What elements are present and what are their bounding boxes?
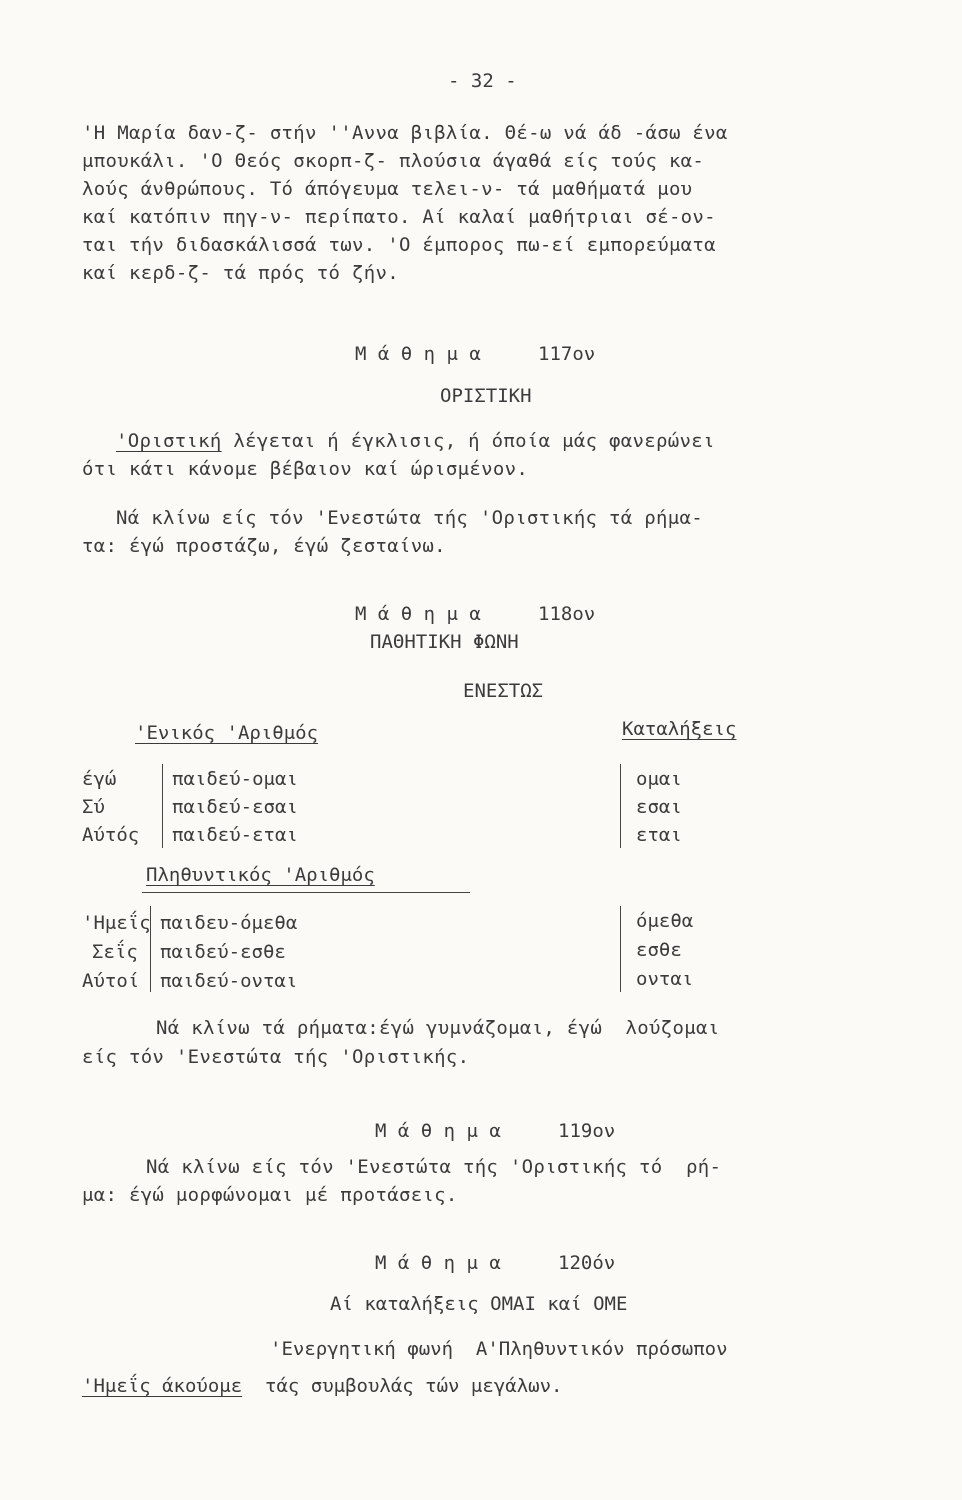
- pronoun: Αύτός: [82, 824, 140, 846]
- intro-line: καί κερδ-ζ- τά πρός τό ζήν.: [82, 262, 399, 284]
- table-divider: [162, 764, 163, 848]
- lesson-heading: Μ ά θ η μ α 118ον: [355, 603, 596, 625]
- exercise-line: είς τόν 'Ενεστώτα τής 'Οριστικής.: [82, 1046, 470, 1068]
- ending: εσθε: [636, 939, 682, 961]
- ending: εσαι: [636, 796, 682, 818]
- example-term: 'Ημεΐς άκούομε: [82, 1375, 243, 1397]
- lesson-heading: Μ ά θ η μ α 119ον: [375, 1120, 616, 1142]
- verb-form: παιδεύ-ομαι: [172, 768, 298, 790]
- table-divider: [620, 764, 621, 848]
- definition-text: λέγεται ή έγκλισις, ή όποία μάς φανερώνει: [221, 430, 715, 452]
- plural-rule: [142, 892, 470, 893]
- pronoun: έγώ: [82, 768, 117, 790]
- endings-label: Καταλήξεις: [622, 718, 737, 740]
- lesson-heading: Μ ά θ η μ α 117ον: [355, 343, 596, 365]
- ending: ομαι: [636, 768, 682, 790]
- section-title: Αί καταλήξεις ΟΜΑΙ καί ΟΜΕ: [330, 1293, 628, 1315]
- definition-line: [116, 430, 715, 452]
- section-title: ΟΡΙΣΤΙΚΗ: [440, 385, 532, 407]
- ending: ονται: [636, 968, 694, 990]
- pronoun: Σύ: [82, 796, 105, 818]
- pronoun: Αύτοί: [82, 970, 140, 992]
- pronoun: Σεΐς: [92, 941, 138, 963]
- section-title: ΠΑΘΗΤΙΚΗ ΦΩΝΗ: [370, 631, 519, 653]
- pronoun: 'Ημεΐς: [82, 912, 151, 934]
- intro-line: μπουκάλι. 'Ο Θεός σκορπ-ζ- πλούσια άγαθά είς τούς κα-: [82, 150, 705, 172]
- exercise-line: Νά κλίνω είς τόν 'Ενεστώτα τής 'Οριστικής τά ρήμα-: [116, 507, 703, 529]
- verb-form: παιδεύ-εσθε: [160, 941, 286, 963]
- verb-form: παιδεύ-ονται: [160, 970, 298, 992]
- plural-label: Πληθυντικός 'Αριθμός: [146, 864, 375, 886]
- example-line: [82, 1375, 562, 1397]
- intro-line: λούς άνθρώπους. Τό άπόγευμα τελει-ν- τά μαθήματά μου: [82, 178, 693, 200]
- example-line: 'Ενεργητική φωνή Α'Πληθυντικόν πρόσωπον: [270, 1338, 728, 1360]
- exercise-line: Νά κλίνω είς τόν 'Ενεστώτα τής 'Οριστικής τό ρή-: [146, 1156, 722, 1178]
- intro-line: καί κατόπιν πηγ-ν- περίπατο. Αί καλαί μαθήτριαι σέ-ον-: [82, 206, 716, 228]
- defined-term: 'Οριστική: [116, 430, 222, 452]
- intro-line: ται τήν διδασκάλισσά των. 'Ο έμπορος πω-εί εμπορεύματα: [82, 234, 716, 256]
- ending: όμεθα: [636, 910, 694, 932]
- example-text: τάς συμβουλάς τών μεγάλων.: [242, 1375, 563, 1397]
- exercise-line: μα: έγώ μορφώνομαι μέ προτάσεις.: [82, 1184, 458, 1206]
- definition-line-2: ότι κάτι κάνομε βέβαιον καί ώρισμένον.: [82, 458, 529, 480]
- verb-form: παιδευ-όμεθα: [160, 912, 298, 934]
- verb-form: παιδεύ-εσαι: [172, 796, 298, 818]
- section-subtitle: ΕΝΕΣΤΩΣ: [463, 680, 544, 702]
- exercise-line: Νά κλίνω τά ρήματα:έγώ γυμνάζομαι, έγώ λούζομαι: [156, 1017, 720, 1039]
- table-divider: [620, 906, 621, 992]
- verb-form: παιδεύ-εται: [172, 824, 298, 846]
- ending: εται: [636, 824, 682, 846]
- singular-label: 'Ενικός 'Αριθμός: [135, 722, 319, 744]
- exercise-line: τα: έγώ προστάζω, έγώ ζεσταίνω.: [82, 535, 446, 557]
- page-number: - 32 -: [448, 70, 517, 92]
- lesson-heading: Μ ά θ η μ α 120όν: [375, 1252, 616, 1274]
- intro-line: 'Η Μαρία δαν-ζ- στήν ''Αννα βιβλία. Θέ-ω νά άδ -άσω ένα: [82, 122, 728, 144]
